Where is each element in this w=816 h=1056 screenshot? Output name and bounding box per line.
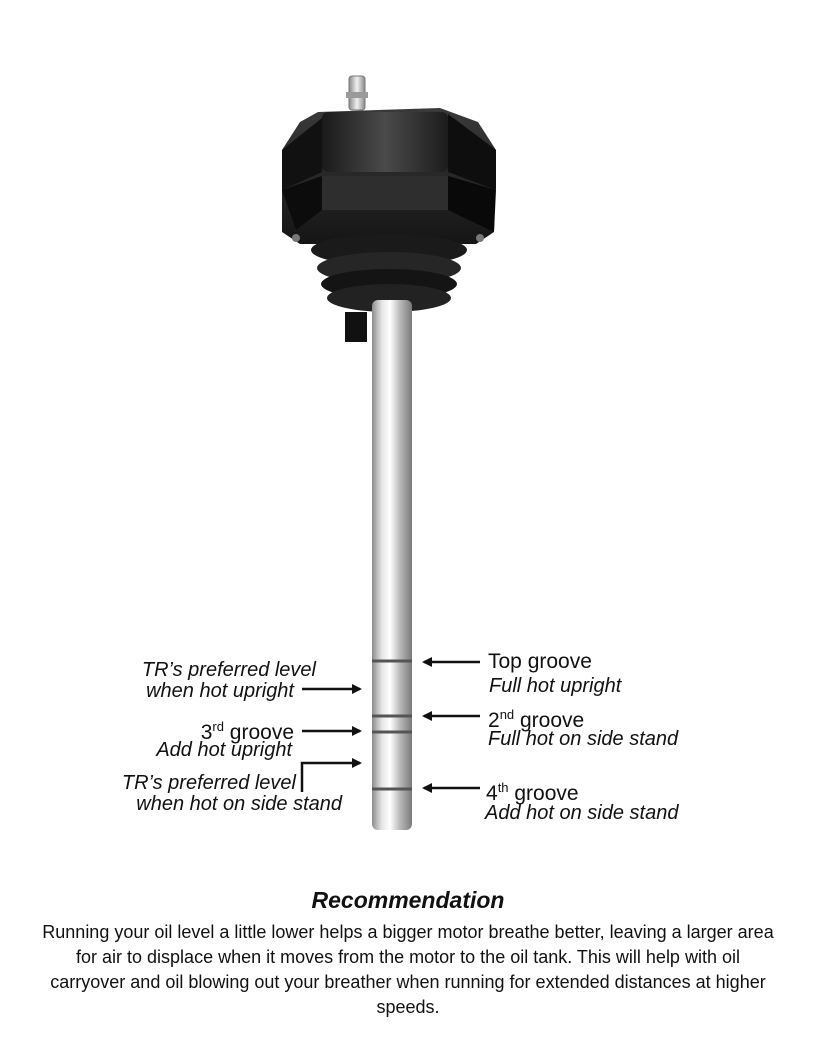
tr-upright-line2: when hot upright xyxy=(146,680,294,702)
fourth-groove-word: groove xyxy=(508,782,579,805)
second-groove-word: groove xyxy=(514,709,585,732)
top-groove-sublabel: Full hot upright xyxy=(489,675,622,697)
third-groove-sublabel: Add hot upright xyxy=(156,739,292,761)
arrow-tr-side-stand xyxy=(302,763,360,792)
third-groove-word: groove xyxy=(223,721,294,744)
third-groove-number: 3 xyxy=(200,721,213,744)
top-groove-label: Top groove xyxy=(488,650,592,673)
second-groove-suffix: nd xyxy=(499,707,515,722)
fourth-groove-sublabel: Add hot on side stand xyxy=(485,802,679,824)
recommendation-title: Recommendation xyxy=(311,887,505,913)
tr-upright-line1: TR’s preferred level xyxy=(141,659,316,681)
fourth-groove-number: 4 xyxy=(486,782,498,805)
second-groove-sublabel: Full hot on side stand xyxy=(488,728,679,750)
fourth-groove-suffix: th xyxy=(497,780,509,795)
tr-side-line1: TR’s preferred level xyxy=(121,772,296,794)
recommendation-body: Running your oil level a little lower helps a bigger motor breathe better, leaving a larger area for air to displace when it moves from the motor to the oil tank. This will help with oil carryover and oil blowing out your breather when running for extended distances at higher speeds. xyxy=(42,922,774,1017)
dipstick-rod xyxy=(372,300,412,830)
third-groove-suffix: rd xyxy=(212,719,224,734)
second-groove-number: 2 xyxy=(488,709,500,732)
cap-body xyxy=(282,108,496,244)
tr-side-line2: when hot on side stand xyxy=(136,793,342,815)
fourth-groove-label xyxy=(486,777,579,805)
breather-pin xyxy=(346,76,368,110)
